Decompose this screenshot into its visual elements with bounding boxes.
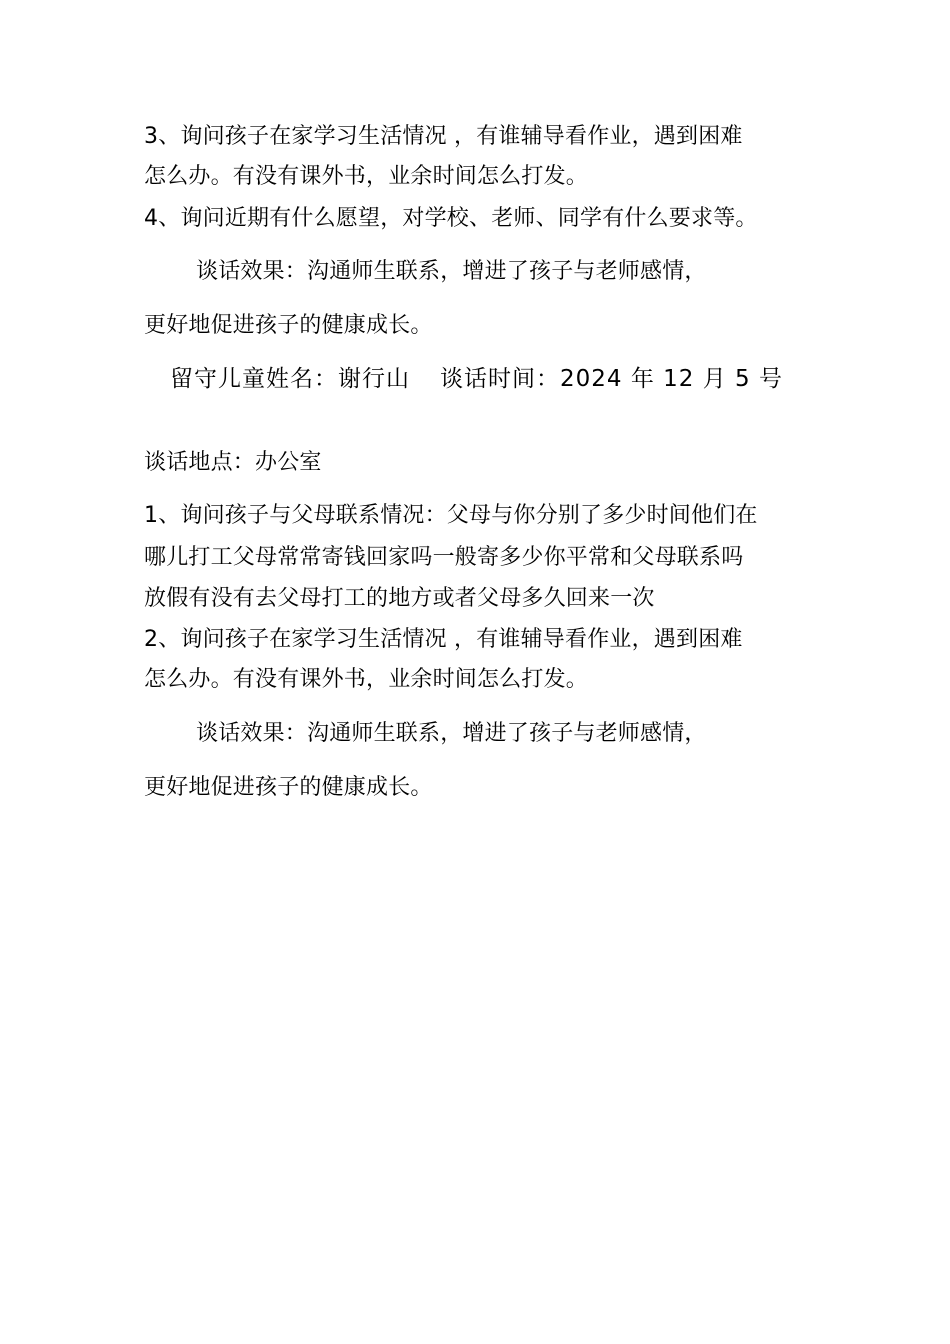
talk-effect-line-1: 谈话效果：沟通师生联系，增进了孩子与老师感情， bbox=[196, 259, 707, 284]
item-1-line-2: 哪儿打工父母常常寄钱回家吗一般寄多少你平常和父母联系吗 bbox=[144, 545, 744, 570]
item-2-line-1: 2、询问孩子在家学习生活情况 ，有谁辅导看作业，遇到困难 bbox=[144, 627, 743, 652]
item-3-line-2: 怎么办。有没有课外书，业余时间怎么打发。 bbox=[144, 164, 589, 189]
talk-location: 谈话地点：办公室 bbox=[144, 450, 322, 475]
talk-effect-line-2: 更好地促进孩子的健康成长。 bbox=[144, 313, 433, 338]
child-name: 留守儿童姓名：谢行山 bbox=[170, 366, 410, 392]
talk-effect-2-line-2: 更好地促进孩子的健康成长。 bbox=[144, 775, 433, 800]
child-info-header bbox=[170, 364, 783, 394]
talk-effect-2-line-1: 谈话效果：沟通师生联系，增进了孩子与老师感情， bbox=[196, 721, 707, 746]
item-2-line-2: 怎么办。有没有课外书，业余时间怎么打发。 bbox=[144, 667, 589, 692]
item-1-line-1: 1、询问孩子与父母联系情况：父母与你分别了多少时间他们在 bbox=[144, 503, 758, 528]
item-4: 4、询问近期有什么愿望，对学校、老师、同学有什么要求等。 bbox=[144, 206, 758, 231]
talk-time: 谈话时间：2024 年 12 月 5 号 bbox=[440, 366, 783, 392]
item-3-line-1: 3、询问孩子在家学习生活情况 ，有谁辅导看作业，遇到困难 bbox=[144, 124, 743, 149]
item-1-line-3: 放假有没有去父母打工的地方或者父母多久回来一次 bbox=[144, 586, 655, 611]
